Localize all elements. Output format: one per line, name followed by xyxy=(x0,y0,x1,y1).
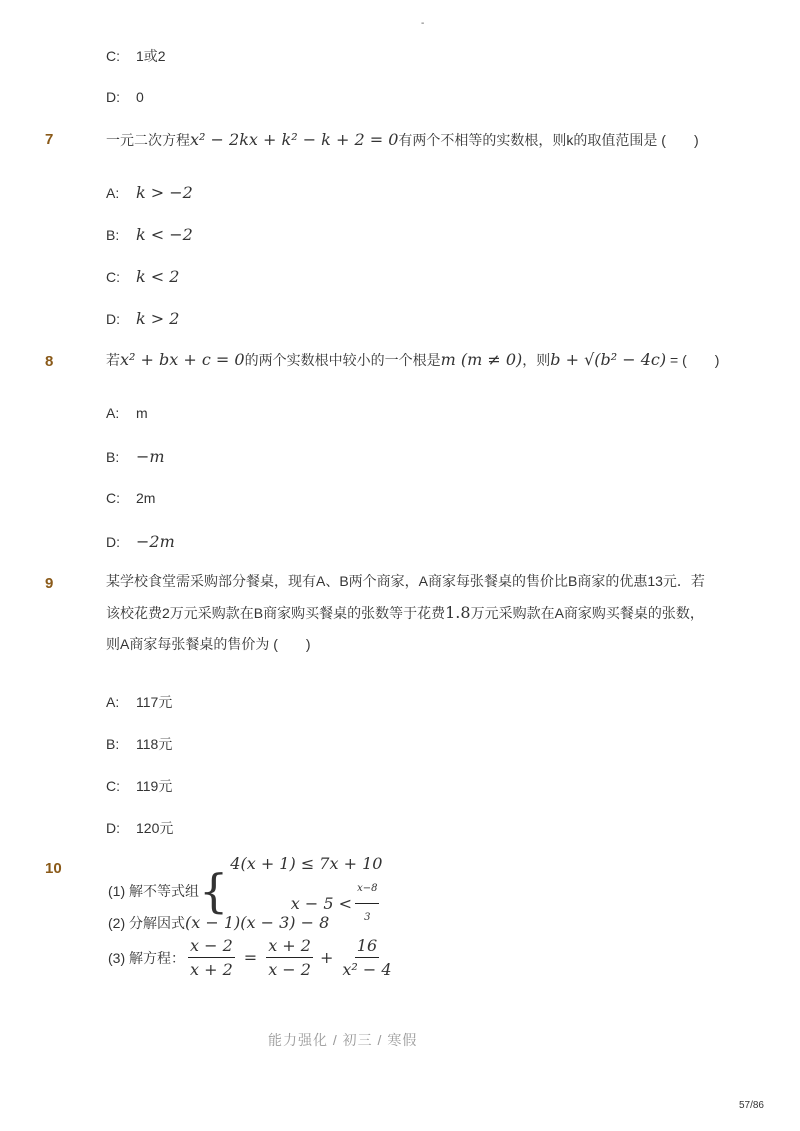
option-label: C: xyxy=(106,48,120,64)
option-label: D: xyxy=(106,89,120,105)
option-label: A: xyxy=(106,405,120,421)
option-label: B: xyxy=(106,449,120,465)
q7-stem xyxy=(106,130,699,150)
option-text: −m xyxy=(136,447,165,466)
fraction-denominator: x − 2 xyxy=(268,960,311,979)
inequality-2-fraction xyxy=(355,877,379,930)
q8-option-d[interactable] xyxy=(106,532,175,551)
q8-stem-prefix: 若 xyxy=(106,352,120,368)
q8-stem-then: ，则 xyxy=(522,352,551,368)
q9-stem-line-2 xyxy=(106,597,726,629)
option-text: 120元 xyxy=(136,820,174,836)
q7-stem-equation: x² − 2kx + k² − k + 2 = 0 xyxy=(190,130,399,149)
q10-part-2 xyxy=(108,913,329,933)
q7-stem-suffix: 有两个不相等的实数根，则k的取值范围是 ( ) xyxy=(398,132,699,148)
q9-option-b[interactable] xyxy=(106,734,172,754)
option-text: 119元 xyxy=(136,778,173,794)
option-text: 1或2 xyxy=(136,48,166,64)
q10-part-3-label: (3) 解方程： xyxy=(108,949,185,966)
question-number-8: 8 xyxy=(45,353,54,370)
option-text: 2m xyxy=(136,490,156,506)
option-label: D: xyxy=(106,820,120,836)
question-number-10: 10 xyxy=(45,860,62,877)
option-label: A: xyxy=(106,185,120,201)
option-text: 0 xyxy=(136,89,144,105)
q6-option-c[interactable] xyxy=(106,46,166,66)
fraction-numerator: x − 2 xyxy=(188,936,235,958)
fraction-1 xyxy=(188,936,235,979)
q9-stem-line-2b: 万元采购款在A商家购买餐桌的张数， xyxy=(470,605,704,621)
page-top-mark: - xyxy=(421,18,425,29)
q9-stem-line-2a: 该校花费2万元采购款在B商家购买餐桌的张数等于花费 xyxy=(106,605,446,621)
fraction-numerator: x + 2 xyxy=(266,936,313,958)
q7-option-b[interactable] xyxy=(106,225,193,244)
fraction-3 xyxy=(340,936,393,979)
option-text: 118元 xyxy=(136,736,173,752)
fraction-numerator: x−8 xyxy=(355,877,379,904)
q10-part-2-label: (2) 分解因式 xyxy=(108,915,185,931)
q9-stem xyxy=(106,566,726,660)
option-text: m xyxy=(136,405,148,421)
fraction-denominator: x + 2 xyxy=(190,960,233,979)
inequality-2-left: x − 5 < xyxy=(290,893,353,913)
q8-stem-root: m (m ≠ 0) xyxy=(440,350,523,369)
q8-option-c[interactable] xyxy=(106,490,155,506)
q9-stem-number: 1.8 xyxy=(445,603,471,622)
q10-part-3 xyxy=(108,936,397,979)
question-number-9: 9 xyxy=(45,575,54,592)
q9-option-d[interactable] xyxy=(106,818,173,838)
option-text: k < −2 xyxy=(136,225,193,244)
q10-part-2-expr: (x − 1)(x − 3) − 8 xyxy=(185,913,330,932)
q8-stem-expr: x² + bx + c = 0 xyxy=(120,350,245,369)
q7-option-c[interactable] xyxy=(106,267,179,286)
page-footer: 能力强化 / 初三 / 寒假 xyxy=(268,1032,418,1048)
option-text: k < 2 xyxy=(136,267,180,286)
option-text: 117元 xyxy=(136,694,173,710)
q8-option-a[interactable] xyxy=(106,405,148,421)
q7-option-d[interactable] xyxy=(106,309,179,328)
q7-option-a[interactable] xyxy=(106,183,193,202)
option-text: k > 2 xyxy=(136,309,180,328)
option-label: D: xyxy=(106,534,120,550)
q8-stem xyxy=(106,350,719,370)
left-brace-icon: { xyxy=(199,863,229,918)
equals-sign: = xyxy=(243,948,258,967)
q9-stem-line-3: 则A商家每张餐桌的售价为 ( ) xyxy=(106,636,311,652)
q8-stem-target: b + √(b² − 4c) xyxy=(550,350,667,369)
option-label: A: xyxy=(106,694,120,710)
q9-option-a[interactable] xyxy=(106,692,172,712)
q9-option-c[interactable] xyxy=(106,776,172,796)
option-label: C: xyxy=(106,490,120,506)
option-text: −2m xyxy=(136,532,175,551)
question-number-7: 7 xyxy=(45,131,54,148)
fraction-denominator: 3 xyxy=(364,912,371,923)
q9-stem-line-1: 某学校食堂需采购部分餐桌，现有A、B两个商家，A商家每张餐桌的售价比B商家的优惠13元．若 xyxy=(106,573,705,589)
fraction-2 xyxy=(266,936,313,979)
q8-stem-mid: 的两个实数根中较小的一个根是 xyxy=(244,352,441,368)
option-label: D: xyxy=(106,311,120,327)
option-label: B: xyxy=(106,736,120,752)
q7-stem-prefix: 一元二次方程 xyxy=(106,132,190,148)
q6-option-d[interactable] xyxy=(106,89,144,105)
fraction-numerator: 16 xyxy=(355,936,379,958)
page-number: 57/86 xyxy=(738,1100,764,1111)
option-text: k > −2 xyxy=(136,183,193,202)
q8-stem-suffix: = ( ) xyxy=(666,352,720,368)
q10-part-1-label: (1) 解不等式组 xyxy=(108,882,199,899)
option-label: C: xyxy=(106,778,120,794)
inequality-1: 4(x + 1) ≤ 7x + 10 xyxy=(230,854,383,873)
plus-sign: + xyxy=(319,948,334,967)
option-label: B: xyxy=(106,227,120,243)
fraction-denominator: x² − 4 xyxy=(342,960,392,979)
q8-option-b[interactable] xyxy=(106,447,165,466)
option-label: C: xyxy=(106,269,120,285)
